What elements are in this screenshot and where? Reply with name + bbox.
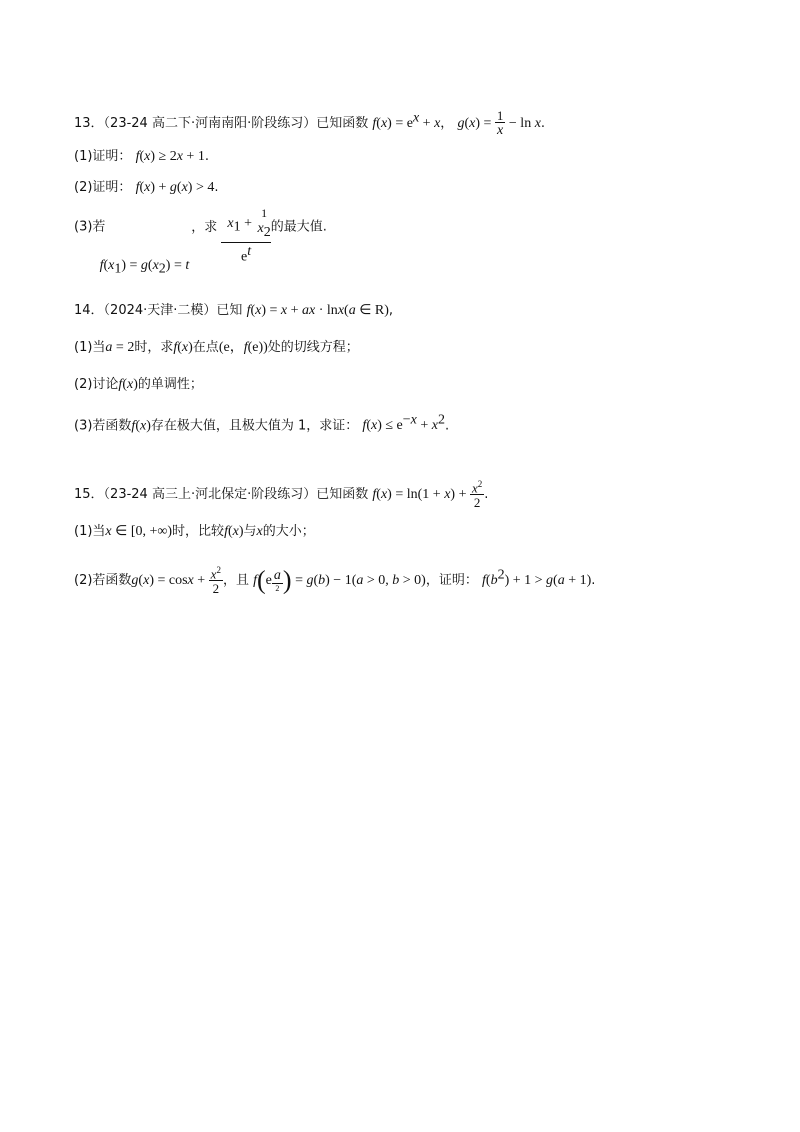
q14-f-def: f(x) = x + ax · lnx(a ∈ R) xyxy=(246,303,389,318)
q13-g-def: g(x) = $\frac{1}{x}$ − ln x xyxy=(457,108,541,138)
q13-source: （23-24 高二下·河南南阳·阶段练习） xyxy=(103,116,317,131)
q14-p3-end: . xyxy=(445,418,450,434)
q14-number: 14． xyxy=(74,303,104,318)
q14-p3-mid: 存在极大值，且极大值为 1，求证： xyxy=(150,418,359,434)
q15-g-def: g(x) = cosx + $\frac{x^2}{2}$ xyxy=(131,565,221,597)
q15-p2-mid: ，且 xyxy=(222,573,249,589)
q13-p2-formula: f(x) + g(x) > 4 xyxy=(135,180,215,195)
q13-p3-label: (3)若 xyxy=(74,219,106,235)
q15-number: 15． xyxy=(74,487,104,503)
q15-p2-mid2: ，证明： xyxy=(425,573,478,589)
q14-source: （2024·天津·二模） xyxy=(103,303,217,318)
q14-p2-end: 的单调性； xyxy=(137,377,203,392)
q14-p3-formula: $f(x) \le e^{-x} + x^2$ xyxy=(362,413,446,434)
q15-p2-label: (2)若函数 xyxy=(74,573,132,589)
q14-part2 xyxy=(74,378,203,392)
q14-p1-fx: f(x) xyxy=(173,340,193,355)
q13-p1-formula: f(x) ≥ 2x + 1 xyxy=(135,149,205,164)
q15-part1 xyxy=(74,525,315,539)
q14-p2-fx: f(x) xyxy=(118,377,138,392)
q15-source: （23-24 高三上·河北保定·阶段练习） xyxy=(103,487,317,503)
q13-p3-fraction: $x_1$ + 1 $x_2$ $e^t$ xyxy=(221,206,270,266)
q13-sep: ， xyxy=(440,116,454,131)
q15-p1-mid: 时，比较 xyxy=(172,524,225,539)
q14-p1-label: (1)当 xyxy=(74,340,106,355)
q15-p2-formula: $f(b^2) + 1 > g(a + 1)$ xyxy=(482,567,592,589)
q14-p3-fx: f(x) xyxy=(131,418,151,434)
q13-p2-label: (2)证明： xyxy=(74,180,132,195)
q15-end: . xyxy=(484,487,489,503)
q14-p1-cond: a = 2 xyxy=(105,340,135,355)
q13-p3-condition: $f(x_1) = g(x_2) = t$ xyxy=(99,257,190,277)
q15-stem xyxy=(74,480,488,509)
q15-p1-end: 的大小； xyxy=(262,524,315,539)
q13-number: 13． xyxy=(74,116,104,131)
q13-p3-mid: ，求 xyxy=(191,219,218,235)
q14-stem xyxy=(74,304,393,318)
q14-intro: 已知 xyxy=(216,303,243,318)
q14-p1-point: (e，f(e)) xyxy=(218,340,268,355)
q14-part3 xyxy=(74,414,449,433)
q14-p1-mid: 时，求 xyxy=(134,340,174,355)
q13-stem xyxy=(74,109,545,138)
q14-p3-label: (3)若函数 xyxy=(74,418,132,434)
q13-f-def: $f(x) = e^x + x$ xyxy=(372,110,441,131)
q13-p3-end: 的最大值. xyxy=(270,219,327,235)
q13-p2-end: . xyxy=(214,180,219,195)
q13-part1 xyxy=(74,150,209,164)
q15-part2 xyxy=(74,566,595,595)
q15-p2-cond: f(e $\frac{a}{2}$ ) = g(b) − 1(a > 0, b > 0) xyxy=(253,565,426,595)
q15-p1-fx: f(x) xyxy=(224,524,244,539)
q15-p1-cond: x ∈ [0, +∞) xyxy=(105,524,173,539)
q15-f-def: f(x) = ln(1 + x) + $\frac{x^2}{2}$ xyxy=(372,479,483,511)
q14-p1-mid2: 在点 xyxy=(192,340,219,355)
q15-p2-end: . xyxy=(591,573,596,589)
q13-intro: 已知函数 xyxy=(316,116,369,131)
q13-part3 xyxy=(74,206,327,277)
q14-end: , xyxy=(388,303,394,318)
q14-p2-label: (2)讨论 xyxy=(74,377,119,392)
q13-part2 xyxy=(74,181,219,195)
q13-p1-end: . xyxy=(204,149,209,164)
q15-p1-mid2: 与 xyxy=(243,524,257,539)
q15-p1-label: (1)当 xyxy=(74,524,106,539)
q14-part1 xyxy=(74,341,359,355)
q13-p1-label: (1)证明： xyxy=(74,149,132,164)
q13-end: . xyxy=(540,116,546,131)
q15-p1-x: x xyxy=(256,524,263,539)
q14-p1-end: 处的切线方程； xyxy=(267,340,359,355)
q15-intro: 已知函数 xyxy=(316,487,369,503)
